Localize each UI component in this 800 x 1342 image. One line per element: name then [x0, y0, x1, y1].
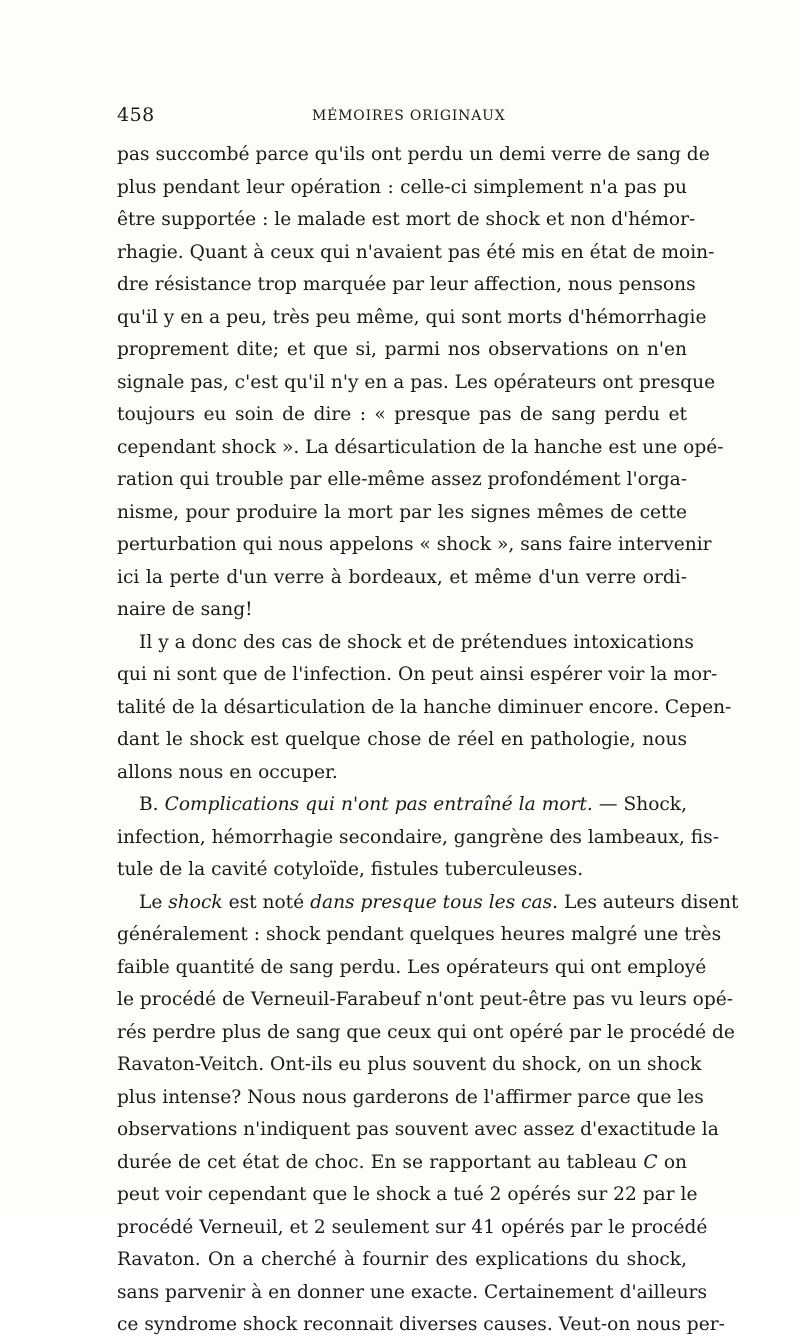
text-segment: qu'il y en a peu, très peu même, qui sont morts d'hémorrhagie [117, 306, 707, 328]
text-segment: faible quantité de sang perdu. Les opérateurs qui ont employé [117, 956, 707, 978]
text-line [117, 529, 712, 562]
text-segment: ce syndrome shock reconnait diverses causes. Veut-on nous per- [117, 1314, 725, 1335]
text-segment: dre résistance trop marquée par leur affection, nous pensons [117, 274, 696, 295]
text-line [117, 659, 718, 692]
text-line [117, 1114, 719, 1147]
text-segment: qui ni sont que de l'infection. On peut ainsi espérer voir la mor- [117, 664, 718, 685]
text-line [117, 1179, 698, 1212]
text-segment: Ravaton-Veitch. Ont-ils eu plus souvent du shock, on un shock [117, 1054, 702, 1075]
italic-text: dans presque tous les cas [310, 891, 553, 913]
text-segment: ici la perte d'un verre à bordeaux, et même d'un verre ordi- [117, 566, 687, 588]
text-segment: rhagie. Quant à ceux qui n'avaient pas été mis en état de moin- [117, 241, 715, 263]
italic-text: C [643, 1151, 658, 1173]
text-line [117, 1309, 725, 1342]
text-segment: perturbation qui nous appelons « shock », sans faire intervenir [117, 534, 712, 555]
text-line [117, 399, 687, 432]
text-segment: tule de la cavité cotyloïde, fistules tuberculeuses. [117, 859, 584, 880]
text-segment: sans parvenir à en donner une exacte. Certainement d'ailleurs [117, 1281, 707, 1303]
text-segment: peut voir cependant que le shock a tué 2 opérés sur 22 par le [117, 1184, 698, 1205]
text-line [117, 822, 719, 855]
text-line [117, 984, 734, 1017]
text-segment: talité de la désarticulation de la hanche diminuer encore. Cepen- [117, 696, 732, 718]
text-segment: dant le shock est quelque chose de réel en pathologie, nous [117, 729, 687, 750]
text-line [117, 432, 724, 465]
text-line [117, 172, 687, 205]
text-segment: naire de sang! [117, 599, 253, 620]
text-line [117, 139, 710, 172]
text-segment: — Shock, [592, 794, 687, 815]
text-segment: on [657, 1151, 687, 1173]
text-segment: Il y a donc des cas de shock et de prétendues intoxications [139, 631, 694, 653]
text-line [117, 1017, 735, 1050]
text-line [117, 1212, 708, 1245]
text-segment: procédé Verneuil, et 2 seulement sur 41 opérés par le procédé [117, 1216, 708, 1238]
text-segment: être supportée : le malade est mort de shock et non d'hémor- [117, 209, 696, 230]
text-segment: plus intense? Nous nous garderons de l'affirmer parce que les [117, 1086, 704, 1108]
text-segment: toujours eu soin de dire : « presque pas de sang perdu et [117, 404, 687, 425]
text-line [117, 1244, 687, 1277]
text-line [117, 562, 687, 595]
page-number: 458 [117, 104, 155, 126]
text-line [117, 919, 722, 952]
text-segment: rés perdre plus de sang que ceux qui ont opéré par le procédé de [117, 1021, 735, 1043]
text-line [117, 367, 716, 400]
text-segment: Le [139, 891, 169, 913]
text-line [117, 1049, 702, 1082]
italic-text: Complications qui n'ont pas entraîné la mort. [164, 794, 593, 815]
text-line [117, 887, 739, 920]
text-segment: plus pendant leur opération : celle-ci simplement n'a pas pu [117, 176, 687, 198]
text-line [117, 204, 696, 237]
text-segment: proprement dite; et que si, parmi nos observations on n'en [117, 339, 687, 360]
text-line [117, 464, 687, 497]
text-line [117, 952, 707, 985]
text-segment: Ravaton. On a cherché à fournir des explications du shock, [117, 1249, 687, 1270]
text-segment: durée de cet état de choc. En se rapportant au tableau [117, 1151, 644, 1173]
text-segment: infection, hémorrhagie secondaire, gangrène des lambeaux, fis- [117, 826, 719, 848]
text-segment: nisme, pour produire la mort par les signes mêmes de cette [117, 501, 687, 523]
text-segment: le procédé de Verneuil-Farabeuf n'ont peut-être pas vu leurs opé- [117, 989, 734, 1010]
text-segment: allons nous en occuper. [117, 761, 338, 783]
text-segment: signale pas, c'est qu'il n'y en a pas. Les opérateurs ont presque [117, 371, 716, 393]
text-line [117, 269, 696, 302]
text-line [117, 334, 687, 367]
text-segment: cependant shock ». La désarticulation de la hanche est une opé- [117, 436, 724, 458]
text-segment: observations n'indiquent pas souvent avec assez d'exactitude la [117, 1119, 719, 1140]
text-line [117, 692, 732, 725]
text-line [117, 1277, 707, 1310]
text-line [117, 757, 687, 790]
text-line [117, 724, 687, 757]
text-line [117, 789, 687, 822]
text-line [117, 594, 687, 627]
italic-text: shock [168, 891, 223, 913]
text-line [117, 1147, 687, 1180]
text-line [117, 1082, 704, 1115]
text-line [117, 854, 687, 887]
text-line [117, 237, 715, 270]
text-segment: est noté [222, 891, 311, 913]
running-head [117, 104, 687, 132]
text-segment: pas succombé parce qu'ils ont perdu un demi verre de sang de [117, 144, 710, 165]
text-line [117, 497, 687, 530]
text-segment: généralement : shock pendant quelques heures malgré une très [117, 924, 722, 945]
text-segment: B. [139, 794, 165, 815]
text-line [117, 302, 707, 335]
text-segment: ration qui trouble par elle-même assez profondément l'orga- [117, 469, 687, 490]
running-title: MÉMOIRES ORIGINAUX [312, 108, 506, 124]
body-text [117, 139, 739, 1342]
text-segment: . Les auteurs disent [552, 891, 739, 913]
text-line [117, 627, 694, 660]
